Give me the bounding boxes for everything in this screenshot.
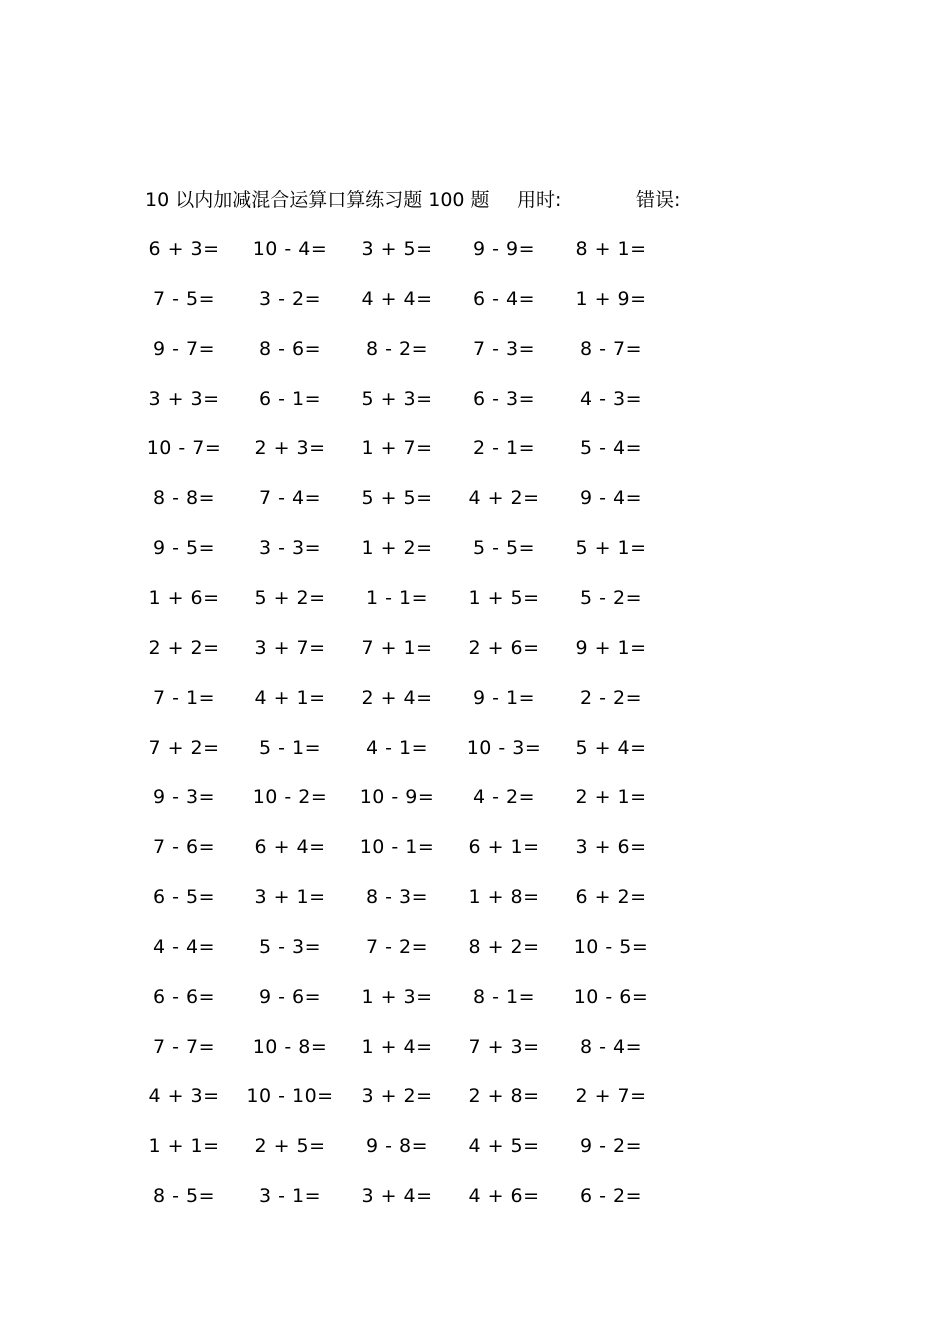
problem-item: 6 + 1=: [468, 836, 540, 859]
problem-item: 8 - 7=: [579, 337, 643, 360]
problem-item: 2 + 1=: [575, 786, 647, 809]
problem-item: 2 - 1=: [472, 437, 536, 460]
problem-item: 5 - 5=: [472, 537, 536, 560]
problem-item: 2 + 2=: [148, 636, 220, 659]
problem-item: 7 - 6=: [152, 836, 216, 859]
problem-item: 9 - 8=: [365, 1135, 429, 1158]
problem-item: 8 - 6=: [258, 337, 322, 360]
problem-item: 6 + 4=: [254, 836, 326, 859]
problem-item: 9 - 9=: [472, 238, 536, 260]
problem-item: 2 + 5=: [254, 1135, 326, 1158]
problem-item: 10 - 10=: [246, 1085, 334, 1108]
problem-item: 7 + 1=: [361, 636, 433, 659]
problem-item: 9 + 1=: [575, 636, 647, 659]
problem-item: 3 + 2=: [361, 1085, 433, 1108]
problem-item: 5 + 5=: [361, 487, 433, 510]
problem-item: 7 - 7=: [152, 1035, 216, 1058]
problem-item: 5 - 1=: [258, 736, 322, 759]
problem-item: 3 + 7=: [254, 636, 326, 659]
problem-item: 8 - 1=: [472, 985, 536, 1008]
problem-item: 1 + 4=: [361, 1035, 433, 1058]
problem-item: 2 + 4=: [361, 686, 433, 709]
problem-item: 2 + 3=: [254, 437, 326, 460]
problem-item: 8 + 2=: [468, 935, 540, 958]
problem-item: 10 - 6=: [573, 985, 649, 1008]
problem-item: 8 - 8=: [152, 487, 216, 510]
problem-item: 10 - 3=: [466, 736, 542, 759]
problem-item: 4 + 6=: [468, 1185, 540, 1208]
problem-item: 3 + 6=: [575, 836, 647, 859]
problem-item: 8 - 5=: [152, 1185, 216, 1208]
problem-item: 8 + 1=: [575, 238, 647, 260]
problem-item: 7 + 2=: [148, 736, 220, 759]
problem-item: 2 + 7=: [575, 1085, 647, 1108]
problem-item: 9 - 3=: [152, 786, 216, 809]
problem-item: 6 - 1=: [258, 387, 322, 410]
errors-label: 错误:: [636, 189, 681, 211]
problem-item: 4 + 4=: [361, 287, 433, 310]
problem-item: 1 + 1=: [148, 1135, 220, 1158]
problem-item: 6 + 3=: [148, 238, 220, 260]
problem-item: 6 - 5=: [152, 886, 216, 909]
problem-item: 3 - 2=: [258, 287, 322, 310]
problem-item: 1 + 5=: [468, 586, 540, 609]
problem-item: 10 - 7=: [146, 437, 222, 460]
problem-item: 5 - 2=: [579, 586, 643, 609]
problem-item: 6 - 4=: [472, 287, 536, 310]
problem-item: 4 - 4=: [152, 935, 216, 958]
problem-item: 4 + 5=: [468, 1135, 540, 1158]
problem-item: 2 + 8=: [468, 1085, 540, 1108]
problem-item: 4 + 1=: [254, 686, 326, 709]
problem-item: 9 - 7=: [152, 337, 216, 360]
problem-item: 5 + 3=: [361, 387, 433, 410]
problem-item: 1 + 8=: [468, 886, 540, 909]
problem-item: 7 - 4=: [258, 487, 322, 510]
problem-item: 8 - 3=: [365, 886, 429, 909]
problem-item: 9 - 1=: [472, 686, 536, 709]
problem-item: 1 + 6=: [148, 586, 220, 609]
problem-item: 1 - 1=: [365, 586, 429, 609]
problem-item: 6 - 6=: [152, 985, 216, 1008]
problem-item: 6 + 2=: [575, 886, 647, 909]
problem-item: 9 - 5=: [152, 537, 216, 560]
problem-item: 5 + 2=: [254, 586, 326, 609]
problem-item: 6 - 3=: [472, 387, 536, 410]
problem-item: 5 - 4=: [579, 437, 643, 460]
problem-item: 3 - 3=: [258, 537, 322, 560]
problem-item: 5 + 1=: [575, 537, 647, 560]
problem-item: 6 - 2=: [579, 1185, 643, 1208]
problem-item: 4 + 2=: [468, 487, 540, 510]
problem-item: 10 - 8=: [252, 1035, 328, 1058]
problem-item: 4 - 3=: [579, 387, 643, 410]
problem-item: 10 - 2=: [252, 786, 328, 809]
problem-item: 4 - 1=: [365, 736, 429, 759]
problem-item: 2 + 6=: [468, 636, 540, 659]
problem-item: 3 + 3=: [148, 387, 220, 410]
problem-item: 7 - 1=: [152, 686, 216, 709]
problem-item: 10 - 9=: [359, 786, 435, 809]
problem-item: 10 - 4=: [252, 238, 328, 260]
time-used-label: 用时:: [517, 189, 562, 211]
problem-item: 3 + 5=: [361, 238, 433, 260]
worksheet-title: 10 以内加减混合运算口算练习题 100 题: [145, 189, 490, 211]
problem-item: 9 - 4=: [579, 487, 643, 510]
problem-item: 3 - 1=: [258, 1185, 322, 1208]
problem-item: 8 - 2=: [365, 337, 429, 360]
problem-item: 1 + 2=: [361, 537, 433, 560]
problem-item: 2 - 2=: [579, 686, 643, 709]
problem-item: 4 - 2=: [472, 786, 536, 809]
problem-item: 8 - 4=: [579, 1035, 643, 1058]
problem-item: 7 - 3=: [472, 337, 536, 360]
problem-item: 9 - 2=: [579, 1135, 643, 1158]
problem-item: 7 + 3=: [468, 1035, 540, 1058]
problem-item: 3 + 1=: [254, 886, 326, 909]
problem-item: 4 + 3=: [148, 1085, 220, 1108]
problem-item: 9 - 6=: [258, 985, 322, 1008]
problem-item: 1 + 3=: [361, 985, 433, 1008]
problem-item: 7 - 5=: [152, 287, 216, 310]
problem-item: 7 - 2=: [365, 935, 429, 958]
problem-item: 3 + 4=: [361, 1185, 433, 1208]
problem-item: 1 + 9=: [575, 287, 647, 310]
problem-item: 1 + 7=: [361, 437, 433, 460]
problem-item: 5 - 3=: [258, 935, 322, 958]
problem-item: 10 - 5=: [573, 935, 649, 958]
problem-item: 5 + 4=: [575, 736, 647, 759]
problem-item: 10 - 1=: [359, 836, 435, 859]
